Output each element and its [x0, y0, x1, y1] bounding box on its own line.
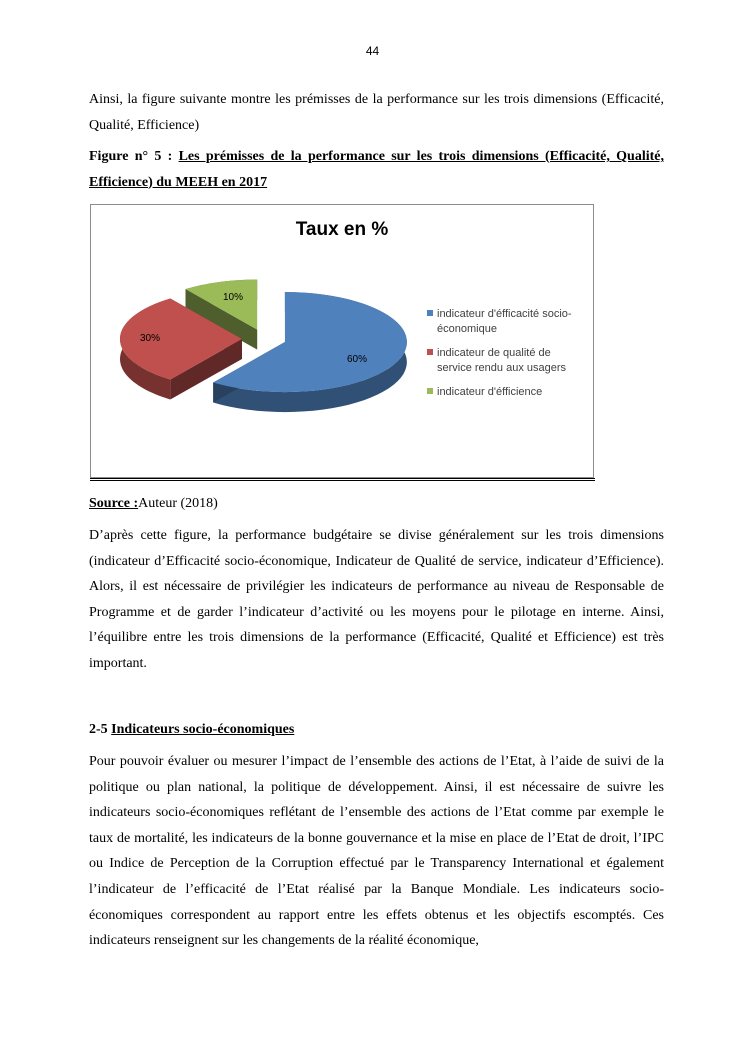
legend-label: indicateur de qualité de — [437, 347, 551, 359]
legend-swatch — [427, 349, 433, 355]
legend-label: indicateur d'éfficacité socio- — [437, 308, 572, 320]
source-label: Source : — [89, 496, 139, 511]
pie-chart — [90, 204, 594, 478]
section-number: 2-5 — [89, 722, 112, 737]
legend-label: économique — [437, 323, 497, 335]
legend-swatch — [427, 310, 433, 316]
legend-item — [427, 347, 567, 374]
source-line — [89, 491, 664, 517]
legend-label: service rendu aux usagers — [437, 362, 567, 374]
data-label: 60% — [346, 354, 368, 365]
legend-item — [427, 386, 542, 398]
chart-title: Taux en % — [295, 219, 389, 240]
legend-label: indicateur d'éfficience — [437, 386, 543, 398]
figure-title: Les prémisses de la performance sur les trois dimensions (Efficacité, Qualité, Efficience) du MEEH en 2017 — [89, 149, 664, 190]
page-number: 44 — [365, 44, 380, 58]
section-title: Indicateurs socio-économiques — [111, 722, 295, 737]
intro-paragraph: Ainsi, la figure suivante montre les prémisses de la performance sur les trois dimensions (Efficacité, Qualité, Efficience) — [89, 92, 664, 133]
chart-bottom-rule — [90, 478, 595, 479]
chart-bottom-rule-double — [90, 480, 595, 481]
legend-item — [427, 308, 572, 335]
analysis-paragraph: D’après cette figure, la performance budgétaire se divise généralement sur les trois dimensions (indicateur d’Efficacité socio-économique, Indicateur de Qualité de service, indicateur d’Efficience). Alors, il est nécessaire de privilégier les indicateurs de performance au niveau de Responsable de Programme et de garder l’indicateur d’activité ou les moyens pour le pilotage en interne. Ainsi, l’équilibre entre les trois dimensions de la performance (Efficacité, Qualité et Efficience) est très important. — [89, 528, 664, 671]
data-label: 10% — [222, 292, 244, 303]
source-text: Auteur (2018) — [138, 496, 218, 511]
pie-chart-svg — [91, 205, 593, 477]
figure-label: Figure n° 5 : — [89, 149, 179, 164]
figure-caption — [89, 144, 664, 195]
legend-swatch — [427, 388, 433, 394]
section-paragraph: Pour pouvoir évaluer ou mesurer l’impact de l’ensemble des actions de l’Etat, à l’aide de suivi de la politique ou plan national, la politique de développement. Ainsi, il est nécessaire de suivre les indicateurs socio-économiques reflétant de l’ensemble des actions de l’Etat comme par exemple le taux de mortalité, les indicateurs de la bonne gouvernance et la mise en place de l’Etat de droit, l’IPC ou Indice de Perception de la Corruption effectué par le Transparency International et également l’indicateur de l’efficacité de l’Etat réalisé par la Banque Mondiale. Les indicateurs socio-économiques correspondent au rapport entre les effets obtenus et les objectifs escomptés. Ces indicateurs renseignent sur les changements de la réalité économique, — [89, 754, 664, 949]
data-label: 30% — [139, 333, 161, 344]
section-heading — [89, 717, 664, 743]
